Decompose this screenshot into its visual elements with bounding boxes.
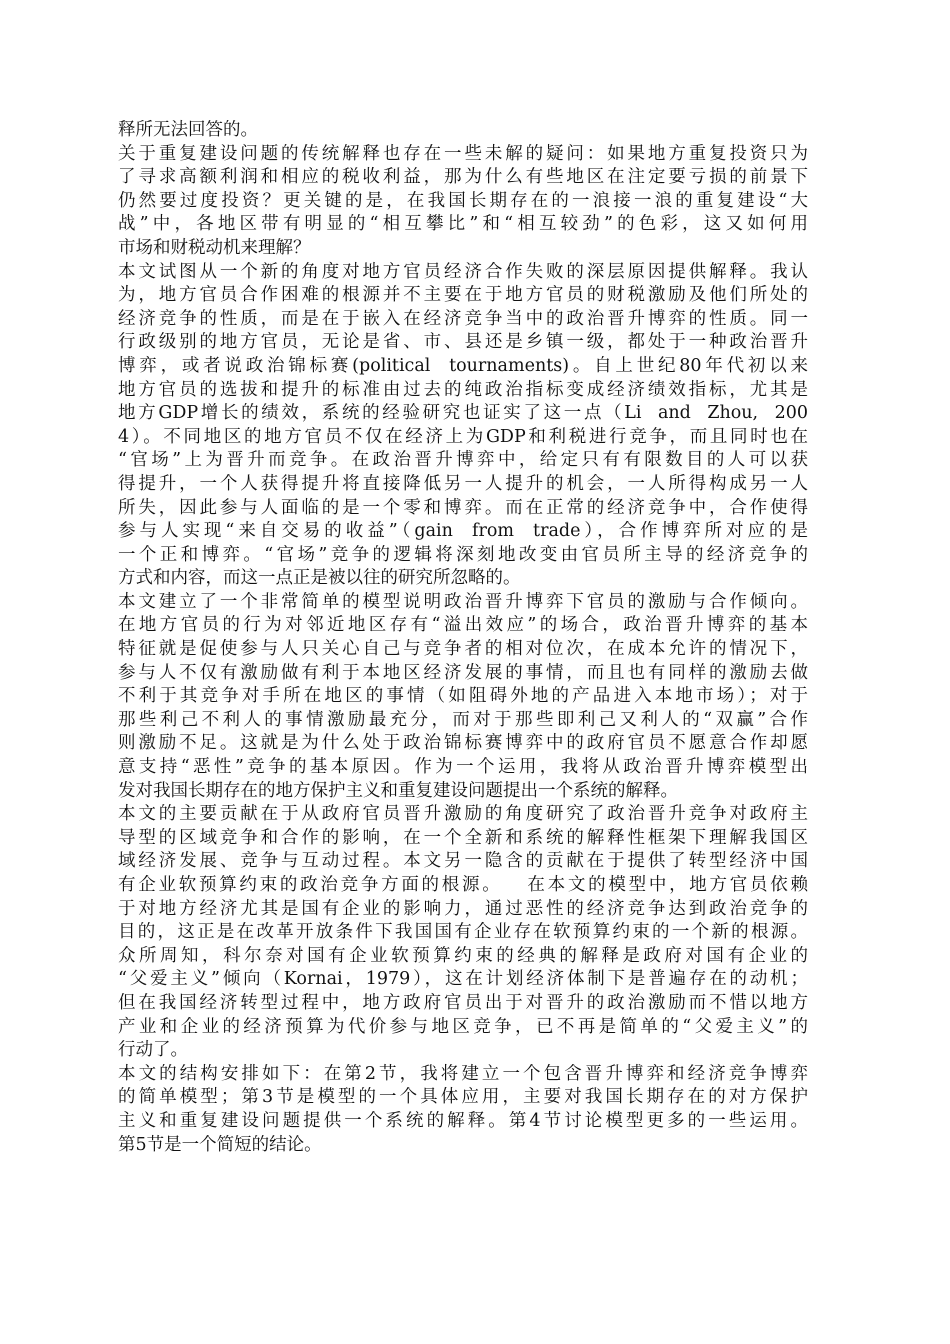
text-line: 第5节是一个简短的结论。 [118,1134,322,1155]
text-line: 4）。不同地区的地方官员不仅在经济上为GDP和利税进行竞争，而且同时也在 [118,426,808,447]
text-line: 战”中，各地区带有明显的“相互攀比”和“相互较劲”的色彩，这又如何用 [118,214,808,235]
text-line: 主义和重复建设问题提供一个系统的解释。第4节讨论模型更多的一些运用。 [118,1110,808,1131]
text-line: 本文的结构安排如下：在第2节，我将建立一个包含晋升博弈和经济竞争博弈 [118,1063,808,1084]
text-line: 导型的区域竞争和合作的影响，在一个全新和系统的解释性框架下理解我国区 [118,827,808,848]
text-line: 市场和财税动机来理解？ [118,237,311,258]
text-line: 经济竞争的性质，而是在于嵌入在经济竞争当中的政治晋升博弈的性质。同一 [118,308,808,329]
text-line: 不利于其竞争对手所在地区的事情（如阻碍外地的产品进入本地市场）；对于 [118,686,808,707]
text-line: 有企业软预算约束的政治竞争方面的根源。 在本文的模型中，地方官员依赖 [118,875,808,895]
text-line: 众所周知，科尔奈对国有企业软预算约束的经典的解释是政府对国有企业的 [118,945,808,966]
text-line: 方式和内容，而这一点正是被以往的研究所忽略的。 [118,568,521,589]
text-line: 特征就是促使参与人只关心自己与竞争者的相对位次，在成本允许的情况下， [118,639,808,660]
text-line: 参与人实现“来自交易的收益”（gain from trade），合作博弈所对应的是 [118,521,808,542]
text-line: 为，地方官员合作困难的根源并不主要在于地方官员的财税激励及他们所处的 [118,285,808,306]
text-line: 行动了。 [118,1040,188,1061]
text-line: 发对我国长期存在的地方保护主义和重复建设问题提出一个系统的解释。 [118,780,678,801]
text-line: 则激励不足。这就是为什么处于政治锦标赛博弈中的政府官员不愿意合作却愿 [118,733,808,754]
text-line: 本文试图从一个新的角度对地方官员经济合作失败的深层原因提供解释。我认 [118,261,808,282]
text-line: 本文建立了一个非常简单的模型说明政治晋升博弈下官员的激励与合作倾向。 [118,591,808,612]
text-line: 在地方官员的行为对邻近地区存有“溢出效应”的场合，政治晋升博弈的基本 [118,615,808,636]
text-line: 仍然要过度投资？更关键的是，在我国长期存在的一浪接一浪的重复建设“大 [118,190,808,211]
text-line: 的简单模型；第3节是模型的一个具体应用，主要对我国长期存在的对方保护 [118,1087,808,1108]
text-line: 产业和企业的经济预算为代价参与地区竞争，已不再是简单的“父爱主义”的 [118,1016,809,1037]
text-line: “父爱主义”倾向（Kornai，1979），这在计划经济体制下是普遍存在的动机； [118,969,808,990]
document-page [118,119,808,1157]
text-line: 得提升，一个人获得提升将直接降低另一人提升的机会，一人所得构成另一人 [118,473,808,494]
text-line: 博弈，或者说政治锦标赛(political tournaments)。自上世纪80年代初以来 [118,355,808,376]
text-line: 意支持“恶性”竞争的基本原因。作为一个运用，我将从政治晋升博弈模型出 [118,757,808,778]
text-line: 那些利己不利人的事情激励最充分，而对于那些即利己又利人的“双赢”合作 [118,709,808,730]
text-line: “官场”上为晋升而竞争。在政治晋升博弈中，给定只有有限数目的人可以获 [118,450,808,471]
text-line: 域经济发展、竞争与互动过程。本文另一隐含的贡献在于提供了转型经济中国 [118,851,808,872]
text-line: 行政级别的地方官员，无论是省、市、县还是乡镇一级，都处于一种政治晋升 [118,332,808,353]
text-line: 地方GDP增长的绩效，系统的经验研究也证实了这一点（Li and Zhou, 200 [118,403,808,424]
text-line: 关于重复建设问题的传统解释也存在一些未解的疑问：如果地方重复投资只为 [118,143,808,164]
text-line: 了寻求高额利润和相应的税收利益，那为什么有些地区在注定要亏损的前景下 [118,167,808,188]
text-line: 于对地方经济尤其是国有企业的影响力，通过恶性的经济竞争达到政治竞争的 [118,898,808,919]
text-line: 本文的主要贡献在于从政府官员晋升激励的角度研究了政治晋升竞争对政府主 [118,804,808,825]
text-line: 一个正和博弈。“官场”竞争的逻辑将深刻地改变由官员所主导的经济竞争的 [118,544,808,565]
text-line: 地方官员的选拔和提升的标准由过去的纯政治指标变成经济绩效指标，尤其是 [118,379,808,400]
text-line: 所失，因此参与人面临的是一个零和博弈。而在正常的经济竞争中，合作使得 [118,497,808,518]
text-line: 参与人不仅有激励做有利于本地区经济发展的事情，而且也有同样的激励去做 [118,662,808,683]
text-line: 目的，这正是在改革开放条件下我国国有企业存在软预算约束的一个新的根源。 [118,922,808,943]
text-line: 释所无法回答的。 [118,120,258,140]
text-line: 但在我国经济转型过程中，地方政府官员出于对晋升的政治激励而不惜以地方 [118,992,808,1013]
